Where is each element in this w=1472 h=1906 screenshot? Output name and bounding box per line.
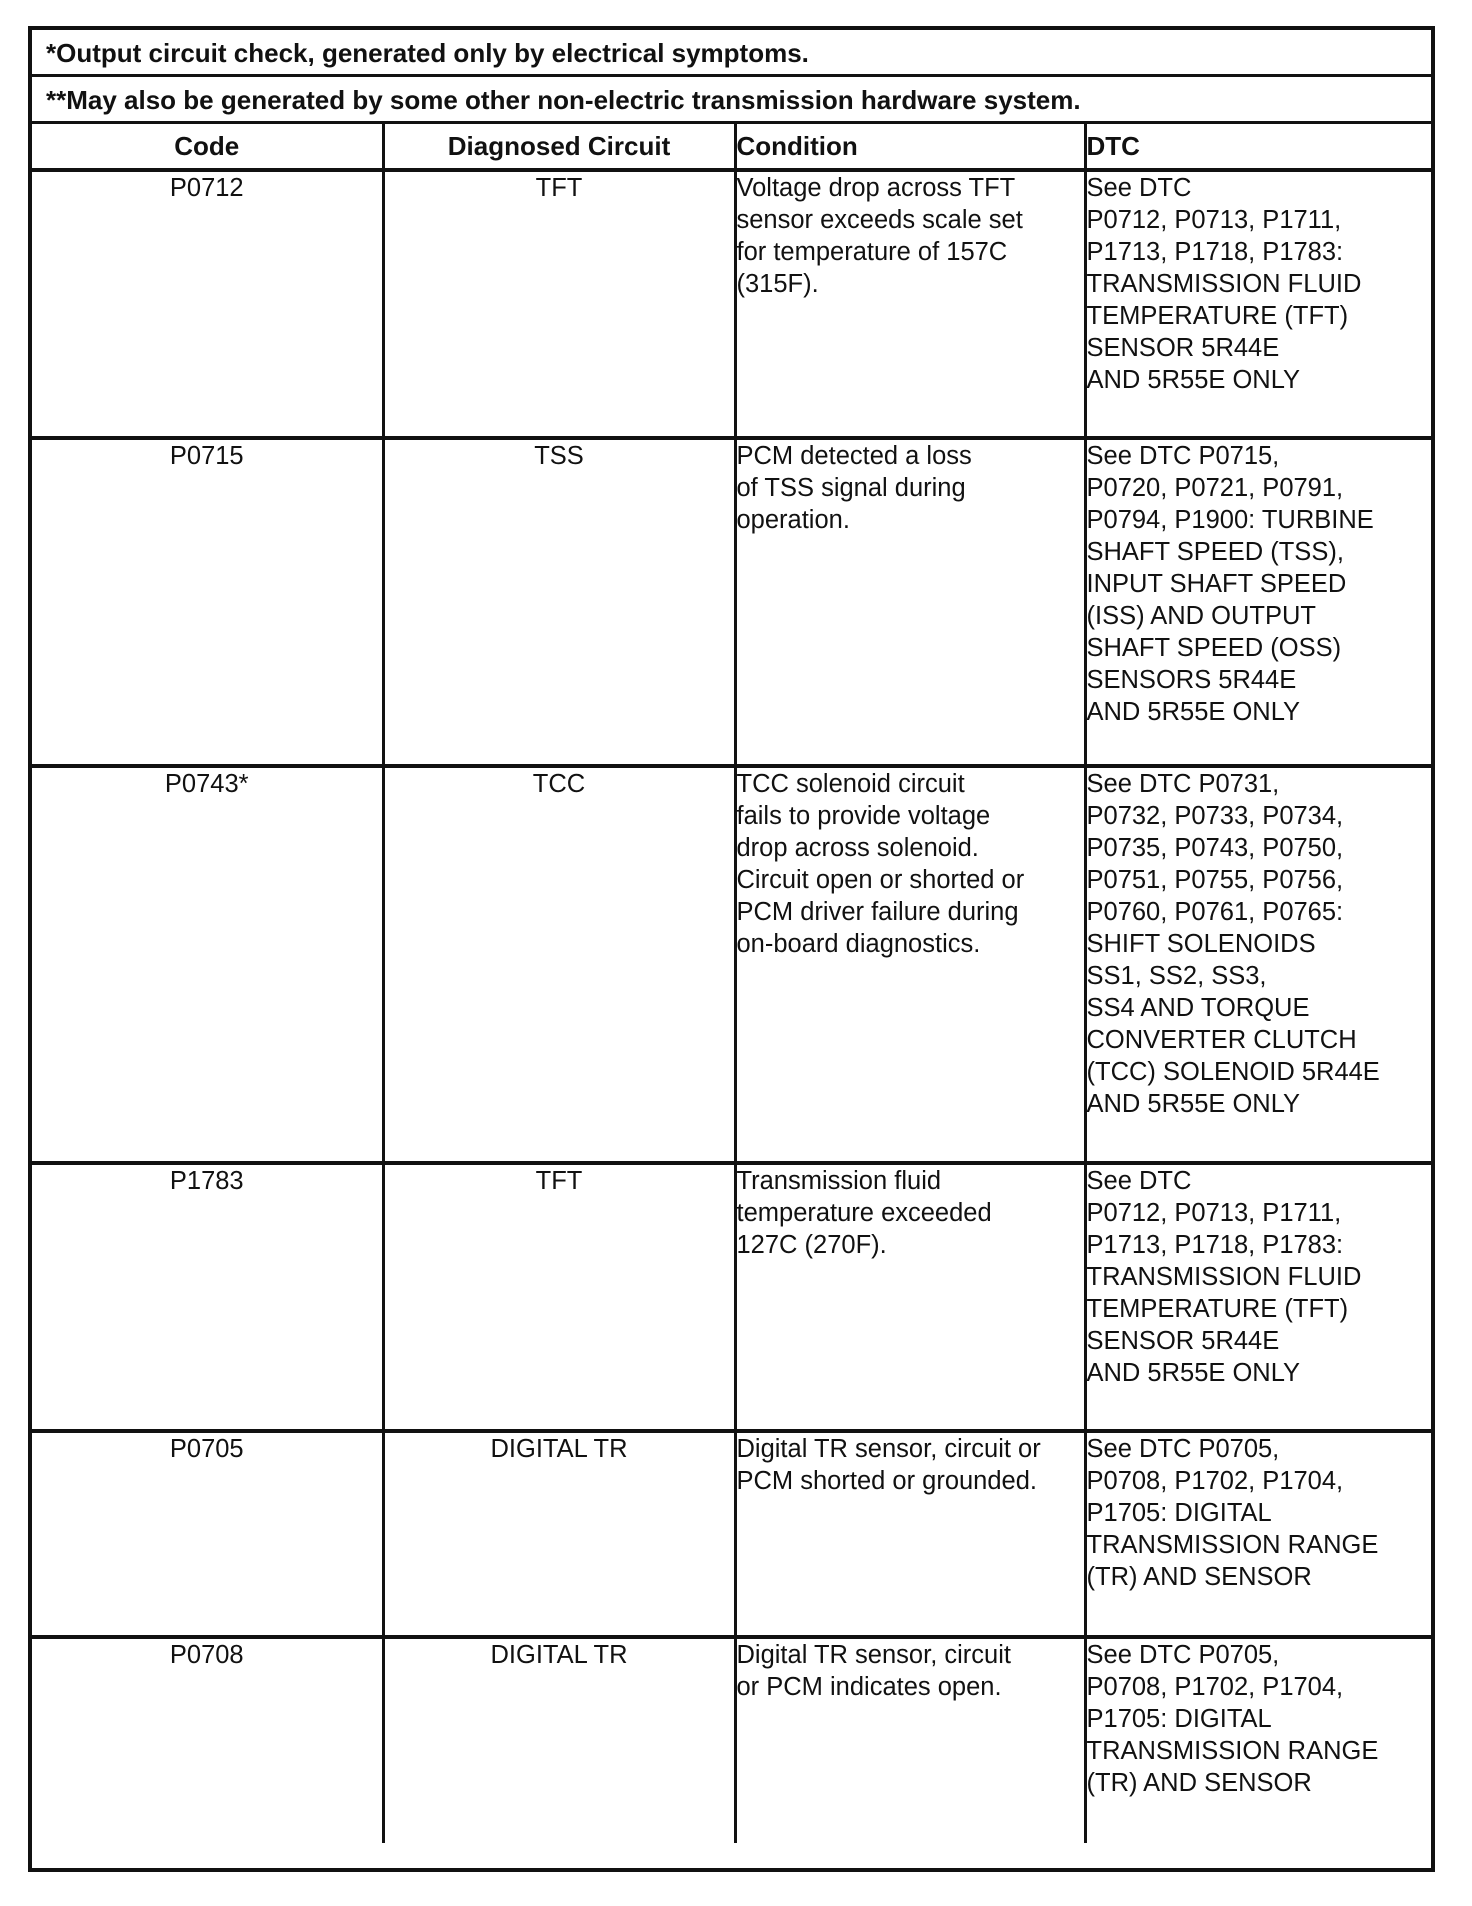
condition-cell: Transmission fluid temperature exceeded 127C (270F). (735, 1163, 1085, 1431)
condition-cell: TCC solenoid circuit fails to provide voltage drop across solenoid. Circuit open or shorted or PCM driver failure during on-board diagnostics. (735, 766, 1085, 1163)
code-cell: P0743* (32, 766, 383, 1163)
dtc-cell: See DTC P0712, P0713, P1711, P1713, P1718, P1783: TRANSMISSION FLUID TEMPERATURE (TFT) SENSOR 5R44E AND 5R55E ONLY (1085, 170, 1431, 438)
dtc-cell: See DTC P0705, P0708, P1702, P1704, P1705: DIGITAL TRANSMISSION RANGE (TR) AND SENSOR (1086, 1641, 1379, 1797)
condition-cell: Voltage drop across TFT sensor exceeds scale set for temperature of 157C (315F). (735, 170, 1085, 438)
footnote-non-electric: **May also be generated by some other non-electric transmission hardware system. (32, 77, 1431, 124)
circuit-cell: TFT (383, 1163, 735, 1431)
circuit-cell: DIGITAL TR (383, 1637, 735, 1843)
table-row (32, 1431, 1431, 1637)
code-cell: P0712 (32, 170, 383, 438)
condition-cell: Digital TR sensor, circuit or PCM shorted or grounded. (735, 1431, 1085, 1637)
code-cell: P0715 (32, 438, 383, 766)
dtc-cell: See DTC P0712, P0713, P1711, P1713, P1718, P1783: TRANSMISSION FLUID TEMPERATURE (TFT) SENSOR 5R44E AND 5R55E ONLY (1085, 1163, 1431, 1431)
condition-cell: PCM detected a loss of TSS signal during operation. (735, 438, 1085, 766)
circuit-cell: DIGITAL TR (383, 1431, 735, 1637)
code-cell: P1783 (32, 1163, 383, 1431)
table-row (32, 1637, 1431, 1843)
table-header-row (32, 124, 1431, 170)
header-condition: Condition (735, 124, 1085, 170)
circuit-cell: TFT (383, 170, 735, 438)
table-row (32, 1163, 1431, 1431)
header-dtc: DTC (1085, 124, 1431, 170)
table-row (32, 170, 1431, 438)
table-row (32, 438, 1431, 766)
table-row (32, 766, 1431, 1163)
header-code: Code (32, 124, 383, 170)
dtc-cell: See DTC P0715, P0720, P0721, P0791, P0794, P1900: TURBINE SHAFT SPEED (TSS), INPUT SHAFT SPEED (ISS) AND OUTPUT SHAFT SPEED (OSS) SENSORS 5R44E AND 5R55E ONLY (1085, 438, 1431, 766)
code-cell: P0708 (32, 1637, 383, 1843)
dtc-cell: See DTC P0705, P0708, P1702, P1704, P1705: DIGITAL TRANSMISSION RANGE (TR) AND SENSOR (1085, 1431, 1431, 1637)
dtc-table (32, 124, 1431, 1843)
dtc-reference-table (28, 26, 1435, 1872)
condition-cell: Digital TR sensor, circuit or PCM indicates open. (735, 1637, 1085, 1843)
header-diagnosed-circuit: Diagnosed Circuit (383, 124, 735, 170)
dtc-cell: See DTC P0731, P0732, P0733, P0734, P0735, P0743, P0750, P0751, P0755, P0756, P0760, P0761, P0765: SHIFT SOLENOIDS SS1, SS2, SS3, SS4 AND TORQUE CONVERTER CLUTCH (TCC) SOLENOID 5R44E AND 5R55E ONLY (1085, 766, 1431, 1163)
footnote-output-circuit: *Output circuit check, generated only by electrical symptoms. (32, 30, 1431, 77)
circuit-cell: TCC (383, 766, 735, 1163)
code-cell: P0705 (32, 1431, 383, 1637)
circuit-cell: TSS (383, 438, 735, 766)
